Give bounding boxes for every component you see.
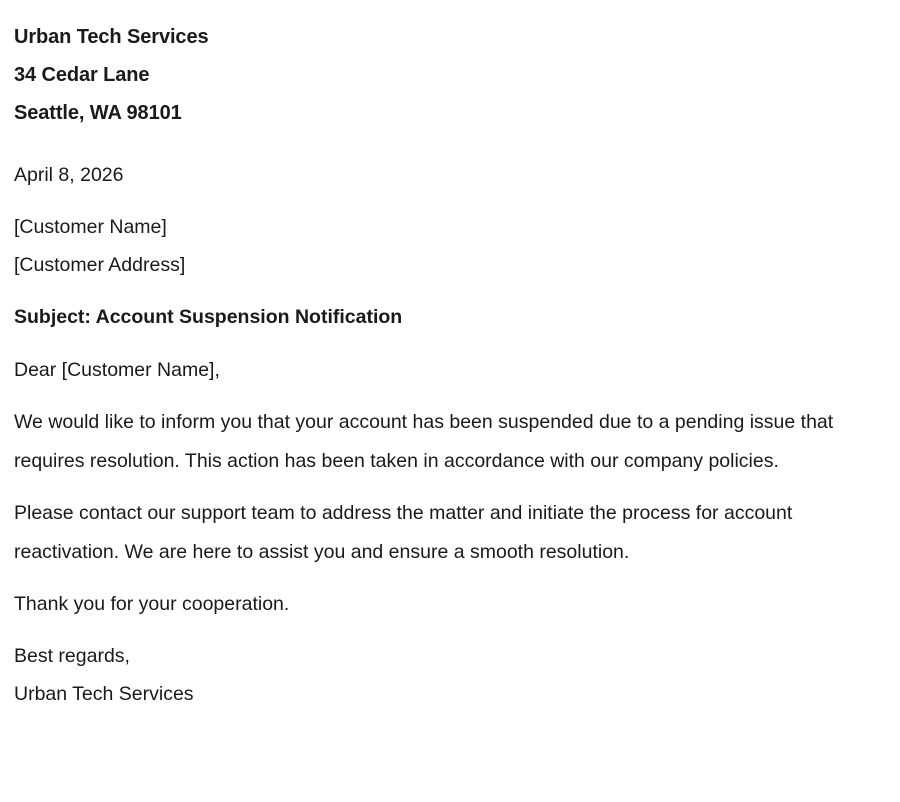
salutation-line: Dear [Customer Name], [14, 359, 220, 381]
letterhead [14, 18, 870, 132]
closing-block [14, 637, 870, 713]
sender-street-address: 34 Cedar Lane [14, 64, 150, 86]
subject-line: Subject: Account Suspension Notification [14, 306, 403, 328]
recipient-address-placeholder: [Customer Address] [14, 254, 186, 276]
letter-date: April 8, 2026 [14, 164, 124, 186]
body-paragraph-3: Thank you for your cooperation. [14, 593, 290, 615]
signature-name: Urban Tech Services [14, 683, 194, 705]
sender-company-name: Urban Tech Services [14, 26, 209, 48]
body-paragraph-1: We would like to inform you that your account has been suspended due to a pending issue that requires resolution. This action has been taken in accordance with our company policies. [14, 411, 834, 472]
body-paragraph-2: Please contact our support team to address the matter and initiate the process for account reactivation. We are here to assist you and ensure a smooth resolution. [14, 502, 793, 563]
recipient-address-block [14, 208, 870, 284]
valediction: Best regards, [14, 645, 130, 667]
recipient-name-placeholder: [Customer Name] [14, 216, 167, 238]
sender-city-state-zip: Seattle, WA 98101 [14, 102, 182, 124]
letter-date-block [14, 156, 870, 195]
